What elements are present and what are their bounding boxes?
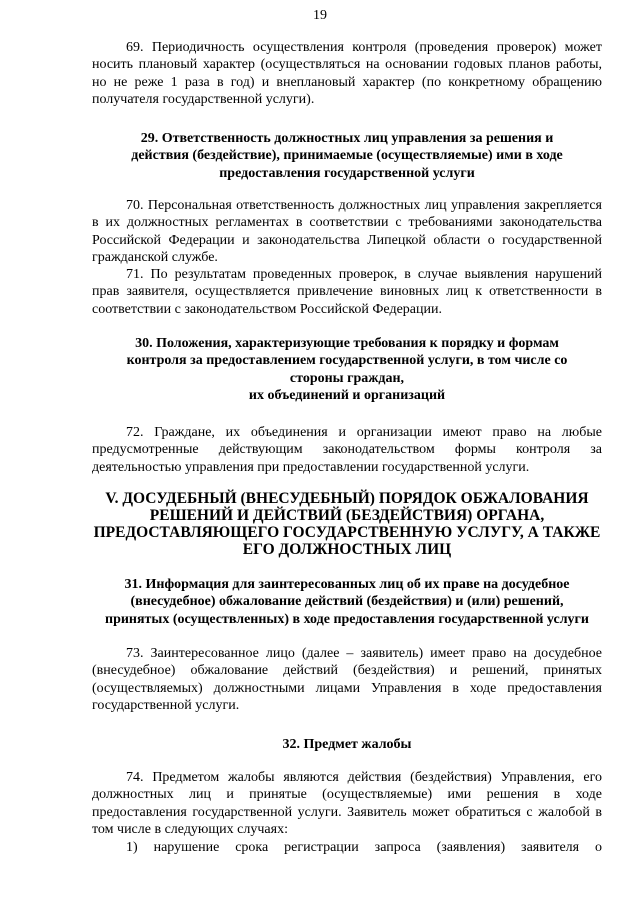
paragraph-72: 72. Граждане, их объединения и организации имеют право на любые предусмотренные действующим законодательством формы контроля за деятельностью управления при предоставлении государственной услуги. (92, 425, 602, 475)
paragraph-70: 70. Персональная ответственность должностных лиц управления закрепляется в их должностных регламентах в соответствии с требованиями законодательства Российской Федерации и законодательства Липецкой области о государственной гражданской службе. (92, 198, 602, 265)
heading-31-line-3: принятых (осуществленных) в ходе предоставления государственной услуги (105, 611, 589, 627)
section-v-heading (92, 490, 602, 558)
paragraph-69: 69. Периодичность осуществления контроля (проведения проверок) может носить плановый характер (осуществляться на основании годовых планов работы, но не реже 1 раза в год) и внеплановый характер (по конкретному обращению получателя государственной услуги). (92, 40, 602, 107)
heading-30-line-4: их объединений и организаций (248, 387, 446, 403)
heading-32: 32. Предмет жалобы (282, 737, 412, 752)
list-item-1: 1) нарушение срока регистрации запроса (заявления) заявителя о (126, 840, 602, 855)
heading-30-line-1: 30. Положения, характеризующие требования к порядку и формам (135, 336, 559, 351)
section-v-line-2: РЕШЕНИЙ И ДЕЙСТВИЙ (БЕЗДЕЙСТВИЯ) ОРГАНА, (149, 507, 545, 524)
paragraph-73: 73. Заинтересованное лицо (далее – заявитель) имеет право на досудебное (внесудебное) обжалование действий (бездействия) и решений, принятых (осуществляемых) должностными лицами Управления в ходе предоставления государственной услуги. (92, 646, 602, 713)
heading-31-line-2: (внесудебное) обжалование действий (бездействия) и (или) решений, (130, 594, 564, 610)
heading-31-line-1: 31. Информация для заинтересованных лиц об их праве на досудебное (124, 577, 570, 592)
heading-30-line-2: контроля за предоставлением государственной услуги, в том числе со (126, 353, 568, 369)
page-number: 19 (313, 8, 327, 23)
heading-31 (92, 576, 602, 628)
heading-29: 29. Ответственность должностных лиц управления за решения и действия (бездействие), принимаемые (осуществляемые) ими в ходе предоставления государственной услуги (131, 131, 563, 181)
paragraph-71: 71. По результатам проведенных проверок, в случае выявления нарушений прав заявителя, осуществляется привлечение виновных лиц к ответственности в соответствии с законодательством Российской Федерации. (92, 267, 602, 317)
paragraph-74: 74. Предметом жалобы являются действия (бездействия) Управления, его должностных лиц и принятые (осуществляемые) ими решения в ходе предоставления государственной услуги. Заявитель может обратиться с жалобой в том числе в следующих случаях: (92, 770, 602, 837)
heading-30-line-3: стороны граждан, (289, 370, 405, 386)
section-v-line-1: V. ДОСУДЕБНЫЙ (ВНЕСУДЕБНЫЙ) ПОРЯДОК ОБЖАЛОВАНИЯ (105, 490, 589, 507)
section-v-line-4: ЕГО ДОЛЖНОСТНЫХ ЛИЦ (242, 541, 452, 558)
heading-30 (92, 335, 602, 404)
section-v-line-3: ПРЕДОСТАВЛЯЮЩЕГО ГОСУДАРСТВЕННУЮ УСЛУГУ, А ТАКЖЕ (93, 524, 601, 541)
